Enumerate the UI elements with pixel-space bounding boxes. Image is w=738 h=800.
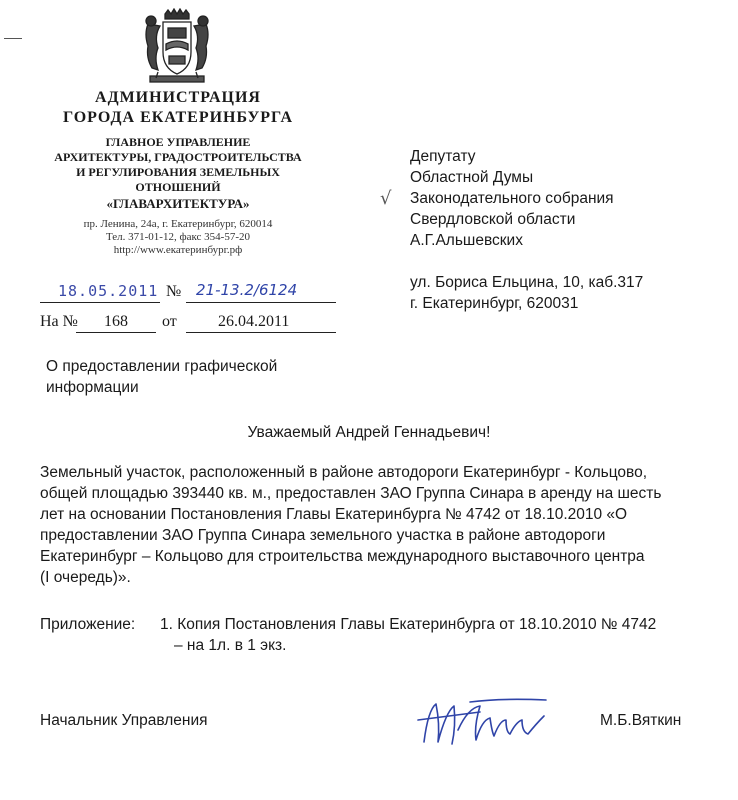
recipient-address1: ул. Бориса Ельцина, 10, каб.317 bbox=[410, 274, 644, 291]
signer-position: Начальник Управления bbox=[40, 712, 208, 729]
reply-label: На № bbox=[40, 313, 78, 330]
org-title-line1: АДМИНИСТРАЦИЯ bbox=[95, 89, 261, 106]
attachment-label: Приложение: bbox=[40, 616, 136, 633]
number-label: № bbox=[166, 283, 182, 300]
reply-number-line bbox=[76, 332, 156, 333]
body-line3: лет на основании Постановления Главы Екатеринбурга № 4742 от 18.10.2010 «О bbox=[40, 506, 628, 523]
dept-line1: ГЛАВНОЕ УПРАВЛЕНИЕ bbox=[105, 135, 251, 149]
recipient-line1: Депутату bbox=[410, 148, 476, 165]
body-line5: Екатеринбург – Кольцово для строительства международного выставочного центра bbox=[40, 548, 645, 565]
greeting: Уважаемый Андрей Геннадьевич! bbox=[247, 424, 491, 441]
recipient-line3: Законодательного собрания bbox=[410, 190, 614, 207]
attachment-line1: 1. Копия Постановления Главы Екатеринбурга от 18.10.2010 № 4742 bbox=[160, 616, 657, 633]
sender-address: пр. Ленина, 24а, г. Екатеринбург, 620014 bbox=[83, 218, 273, 230]
subject-line2: информации bbox=[46, 379, 139, 396]
recipient-line2: Областной Думы bbox=[410, 169, 534, 186]
body-line6: (I очередь)». bbox=[40, 569, 131, 586]
reply-date: 26.04.2011 bbox=[218, 313, 290, 330]
handwritten-number: 21-13.2/6124 bbox=[196, 281, 298, 299]
corner-mark bbox=[4, 38, 22, 39]
date-line bbox=[40, 302, 160, 303]
recipient-line4: Свердловской области bbox=[410, 211, 576, 228]
reply-date-line bbox=[186, 332, 336, 333]
body-line1: Земельный участок, расположенный в районе автодороги Екатеринбург - Кольцово, bbox=[40, 464, 648, 481]
recipient-block bbox=[410, 146, 643, 314]
recipient-line5: А.Г.Альшевских bbox=[410, 232, 523, 249]
sender-phone: Тел. 371-01-12, факс 354-57-20 bbox=[105, 231, 251, 243]
attachment-line2: – на 1л. в 1 экз. bbox=[174, 637, 287, 654]
dept-line3: И РЕГУЛИРОВАНИЯ ЗЕМЕЛЬНЫХ bbox=[76, 165, 280, 179]
reply-from-label: от bbox=[162, 313, 177, 330]
body-line4: предоставлении ЗАО Группа Синара земельного участка в районе автодороги bbox=[40, 527, 606, 544]
recipient-address2: г. Екатеринбург, 620031 bbox=[410, 295, 579, 312]
check-mark: √ bbox=[380, 188, 392, 209]
dept-short-name: «ГЛАВАРХИТЕКТУРА» bbox=[106, 196, 250, 211]
sender-website: http://www.екатеринбург.рф bbox=[113, 244, 243, 256]
signer-name: М.Б.Вяткин bbox=[600, 712, 682, 729]
subject bbox=[46, 356, 277, 398]
org-title-line2: ГОРОДА ЕКАТЕРИНБУРГА bbox=[62, 109, 294, 126]
dept-line4: ОТНОШЕНИЙ bbox=[135, 180, 221, 194]
handwritten-signature-icon bbox=[410, 690, 560, 760]
reply-number: 168 bbox=[104, 313, 128, 330]
subject-line1: О предоставлении графической bbox=[46, 358, 278, 375]
date-stamp: 18.05.2011 bbox=[58, 282, 159, 300]
body-paragraph bbox=[40, 462, 718, 588]
coat-of-arms-icon bbox=[138, 8, 216, 86]
body-line2: общей площадью 393440 кв. м., предоставлен ЗАО Группа Синара в аренду на шесть bbox=[40, 485, 662, 502]
number-line bbox=[186, 302, 336, 303]
attachment-content bbox=[160, 614, 656, 656]
sender-block bbox=[30, 88, 326, 257]
dept-line2: АРХИТЕКТУРЫ, ГРАДОСТРОИТЕЛЬСТВА bbox=[54, 150, 302, 164]
